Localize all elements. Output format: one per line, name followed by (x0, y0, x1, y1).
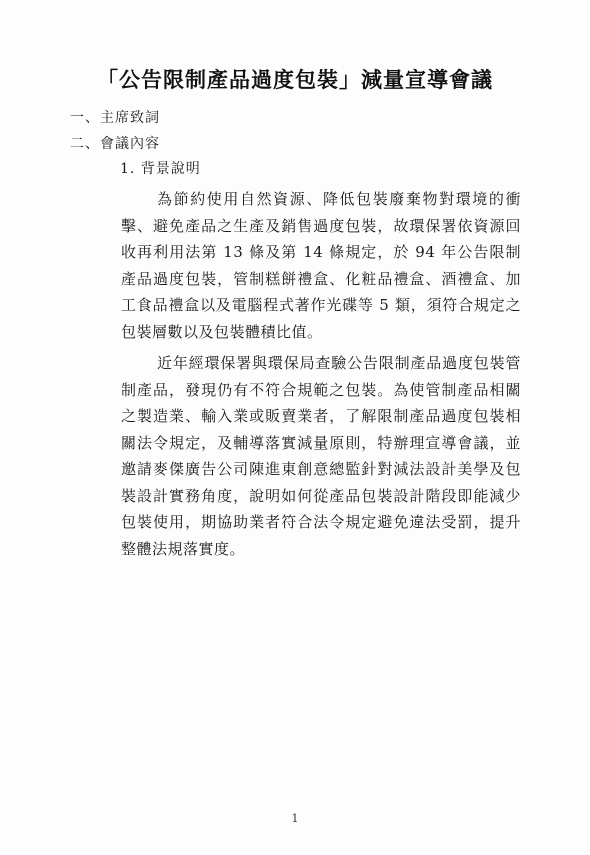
page-number: 1 (291, 812, 299, 825)
document-title: 「公告限制產品過度包裝」減量宣導會議 (97, 67, 493, 92)
paragraph-background-2: 近年經環保署與環保局查驗公告限制產品過度包裝管制產品，發現仍有不符合規範之包裝。為使管制產品相關之製造業、輸入業或販賣業者，了解限制產品過度包裝相關法令規定，及輔導落實減量原則，特辦理宣導會議，並邀請麥傑廣告公司陳進東創意總監針對減法設計美學及包裝設計實務角度，說明如何從產品包裝設計階段即能減少包裝使用，期協助業者符合法令規定避免違法受罰，提升整體法規落實度。 (121, 354, 521, 558)
paragraph-background-1: 為節約使用自然資源、降低包裝廢棄物對環境的衝擊、避免產品之生產及銷售過度包裝，故環保署依資源回收再利用法第 13 條及第 14 條規定，於 94 年公告限制產品過度包裝，管制糕餅禮盒、化粧品禮盒、酒禮盒、加工食品禮盒以及電腦程式著作光碟等 5 類，須符合規定之包裝層數以及包裝體積比值。 (121, 190, 521, 341)
section-heading-chair-speech: 一、主席致詞 (70, 110, 160, 126)
section-heading-meeting-content: 二、會議內容 (70, 136, 160, 152)
subsection-heading-background: 1. 背景說明 (120, 161, 201, 177)
